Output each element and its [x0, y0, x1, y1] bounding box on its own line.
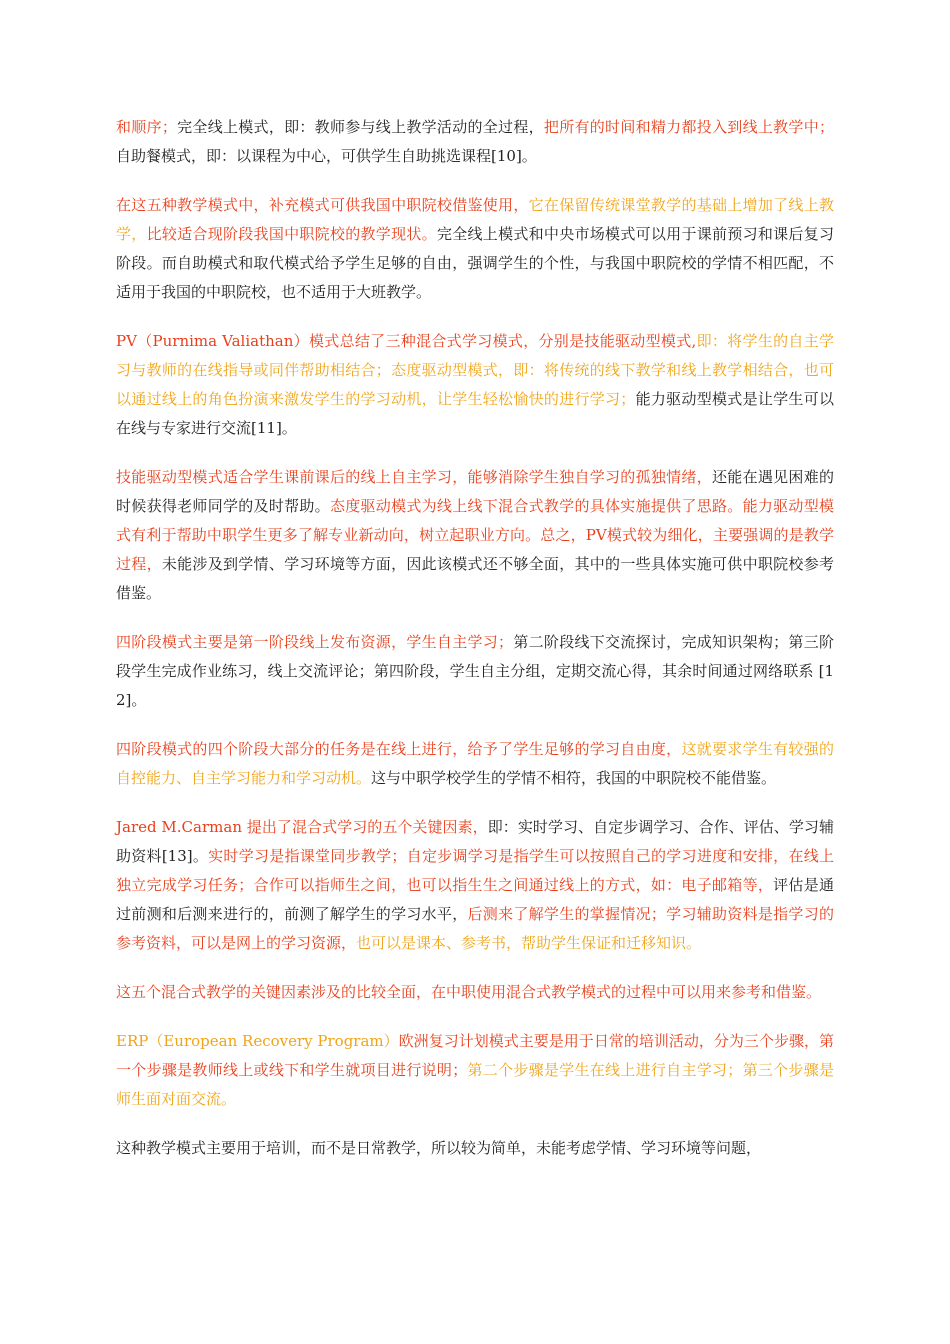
- text-segment: 即：实时学习、自定步调学习、合作、评估、学习辅助资料[13]。: [116, 818, 834, 865]
- text-segment: 这与中职学校学生的学情不相符，我国的中职院校不能借鉴。: [371, 769, 777, 787]
- text-segment: 第二阶段线下交流探讨，完成知识架构；第三阶段学生完成作业练习，线上交流评论；第四阶段，学生自主分组，定期交流心得，其余时间通过网络联系 [12]。: [116, 633, 834, 709]
- text-segment: 能力驱动型模式是让学生可以在线与专家进行交流[11]。: [116, 390, 834, 437]
- paragraph-p2: [116, 191, 834, 307]
- text-segment: 这种教学模式主要用于培训，而不是日常教学，所以较为简单，未能考虑学情、学习环境等问题，: [116, 1139, 762, 1157]
- text-segment: 比较适合现阶段我国中职院校的教学现状。: [146, 225, 437, 243]
- text-segment: Jared M.Carman 提出了混合式学习的五个关键因素，: [116, 818, 488, 836]
- text-segment: 后测来了解学生的掌握情况；学习辅助资料是指学习的参考资料，可以是网上的学习资源，: [116, 905, 834, 952]
- paragraph-p1: [116, 113, 834, 171]
- text-segment: 四阶段模式主要是第一阶段线上发布资源，学生自主学习；: [116, 633, 514, 651]
- paragraph-p10: [116, 1134, 834, 1163]
- text-segment: 实时学习是指课堂同步教学；自定步调学习是指学生可以按照自己的学习进度和安排，在线上独立完成学习任务；合作可以指师生之间，也可以指生生之间通过线上的方式，如：电子邮箱等，: [116, 847, 834, 894]
- text-segment: 完全线上模式，即：教师参与线上教学活动的全过程，: [176, 118, 544, 136]
- paragraph-p7: [116, 813, 834, 958]
- text-segment: 和顺序；: [116, 118, 177, 136]
- paragraph-p3: [116, 327, 834, 443]
- text-segment: PV（Purnima Valiathan）模式总结了三种混合式学习模式，分别是技能驱动型模式,: [116, 332, 697, 350]
- text-segment: 第二个步骤是学生在线上进行自主学习；第三个步骤是师生面对面交流。: [116, 1061, 834, 1108]
- text-segment: 这就要求学生有较强的自控能力、自主学习能力和学习动机。: [116, 740, 834, 787]
- text-segment: 这五个混合式教学的关键因素涉及的比较全面，在中职使用混合式教学模式的过程中可以用来参考和借鉴。: [116, 983, 822, 1001]
- document-body: [116, 113, 834, 1163]
- text-segment: 把所有的时间和精力都投入到线上教学中；: [543, 118, 834, 136]
- text-segment: 完全线上模式和中央市场模式可以用于课前预习和课后复习阶段。而自助模式和取代模式给予学生足够的自由，强调学生的个性，与我国中职院校的学情不相匹配，不适用于我国的中职院校，也不适用于大班教学。: [116, 225, 834, 301]
- text-segment: 还能在遇见困难的时候获得老师同学的及时帮助。: [116, 468, 834, 515]
- paragraph-p5: [116, 628, 834, 715]
- text-segment: 态度驱动模式为线上线下混合式教学的具体实施提供了思路。能力驱动型模式有利于帮助中职学生更多了解专业新动向，树立起职业方向。总之，PV模式较为细化，主要强调的是教学过程，: [116, 497, 834, 573]
- text-segment: 评估是通过前测和后测来进行的，前测了解学生的学习水平，: [116, 876, 834, 923]
- text-segment: 自助餐模式，即：以课程为中心，可供学生自助挑选课程[10]。: [116, 147, 537, 165]
- paragraph-p6: [116, 735, 834, 793]
- text-segment: 技能驱动型模式适合学生课前课后的线上自主学习，能够消除学生独自学习的孤独情绪，: [116, 468, 712, 486]
- text-segment: 它在保留传统课堂教学的基础上增加了线上教学，: [116, 196, 834, 243]
- text-segment: 在这五种教学模式中，补充模式可供我国中职院校借鉴使用，: [116, 196, 529, 214]
- text-segment: 四阶段模式的四个阶段大部分的任务是在线上进行，给予了学生足够的学习自由度，: [116, 740, 682, 758]
- text-segment: 未能涉及到学情、学习环境等方面，因此该模式还不够全面，其中的一些具体实施可供中职院校参考借鉴。: [116, 555, 834, 602]
- text-segment: ERP（European Recovery Program）: [116, 1032, 399, 1050]
- text-segment: 即：将学生的自主学习与教师的在线指导或同伴帮助相结合；态度驱动型模式，即：将传统的线下教学和线上教学相结合，也可以通过线上的角色扮演来激发学生的学习动机，让学生轻松愉快的进行学习；: [116, 332, 834, 408]
- paragraph-p4: [116, 463, 834, 608]
- paragraph-p9: [116, 1027, 834, 1114]
- paragraph-p8: [116, 978, 834, 1007]
- text-segment: 欧洲复习计划模式主要是用于日常的培训活动，分为三个步骤，第一个步骤是教师线上或线下和学生就项目进行说明；: [116, 1032, 834, 1079]
- text-segment: 也可以是课本、参考书，帮助学生保证和迁移知识。: [356, 934, 702, 952]
